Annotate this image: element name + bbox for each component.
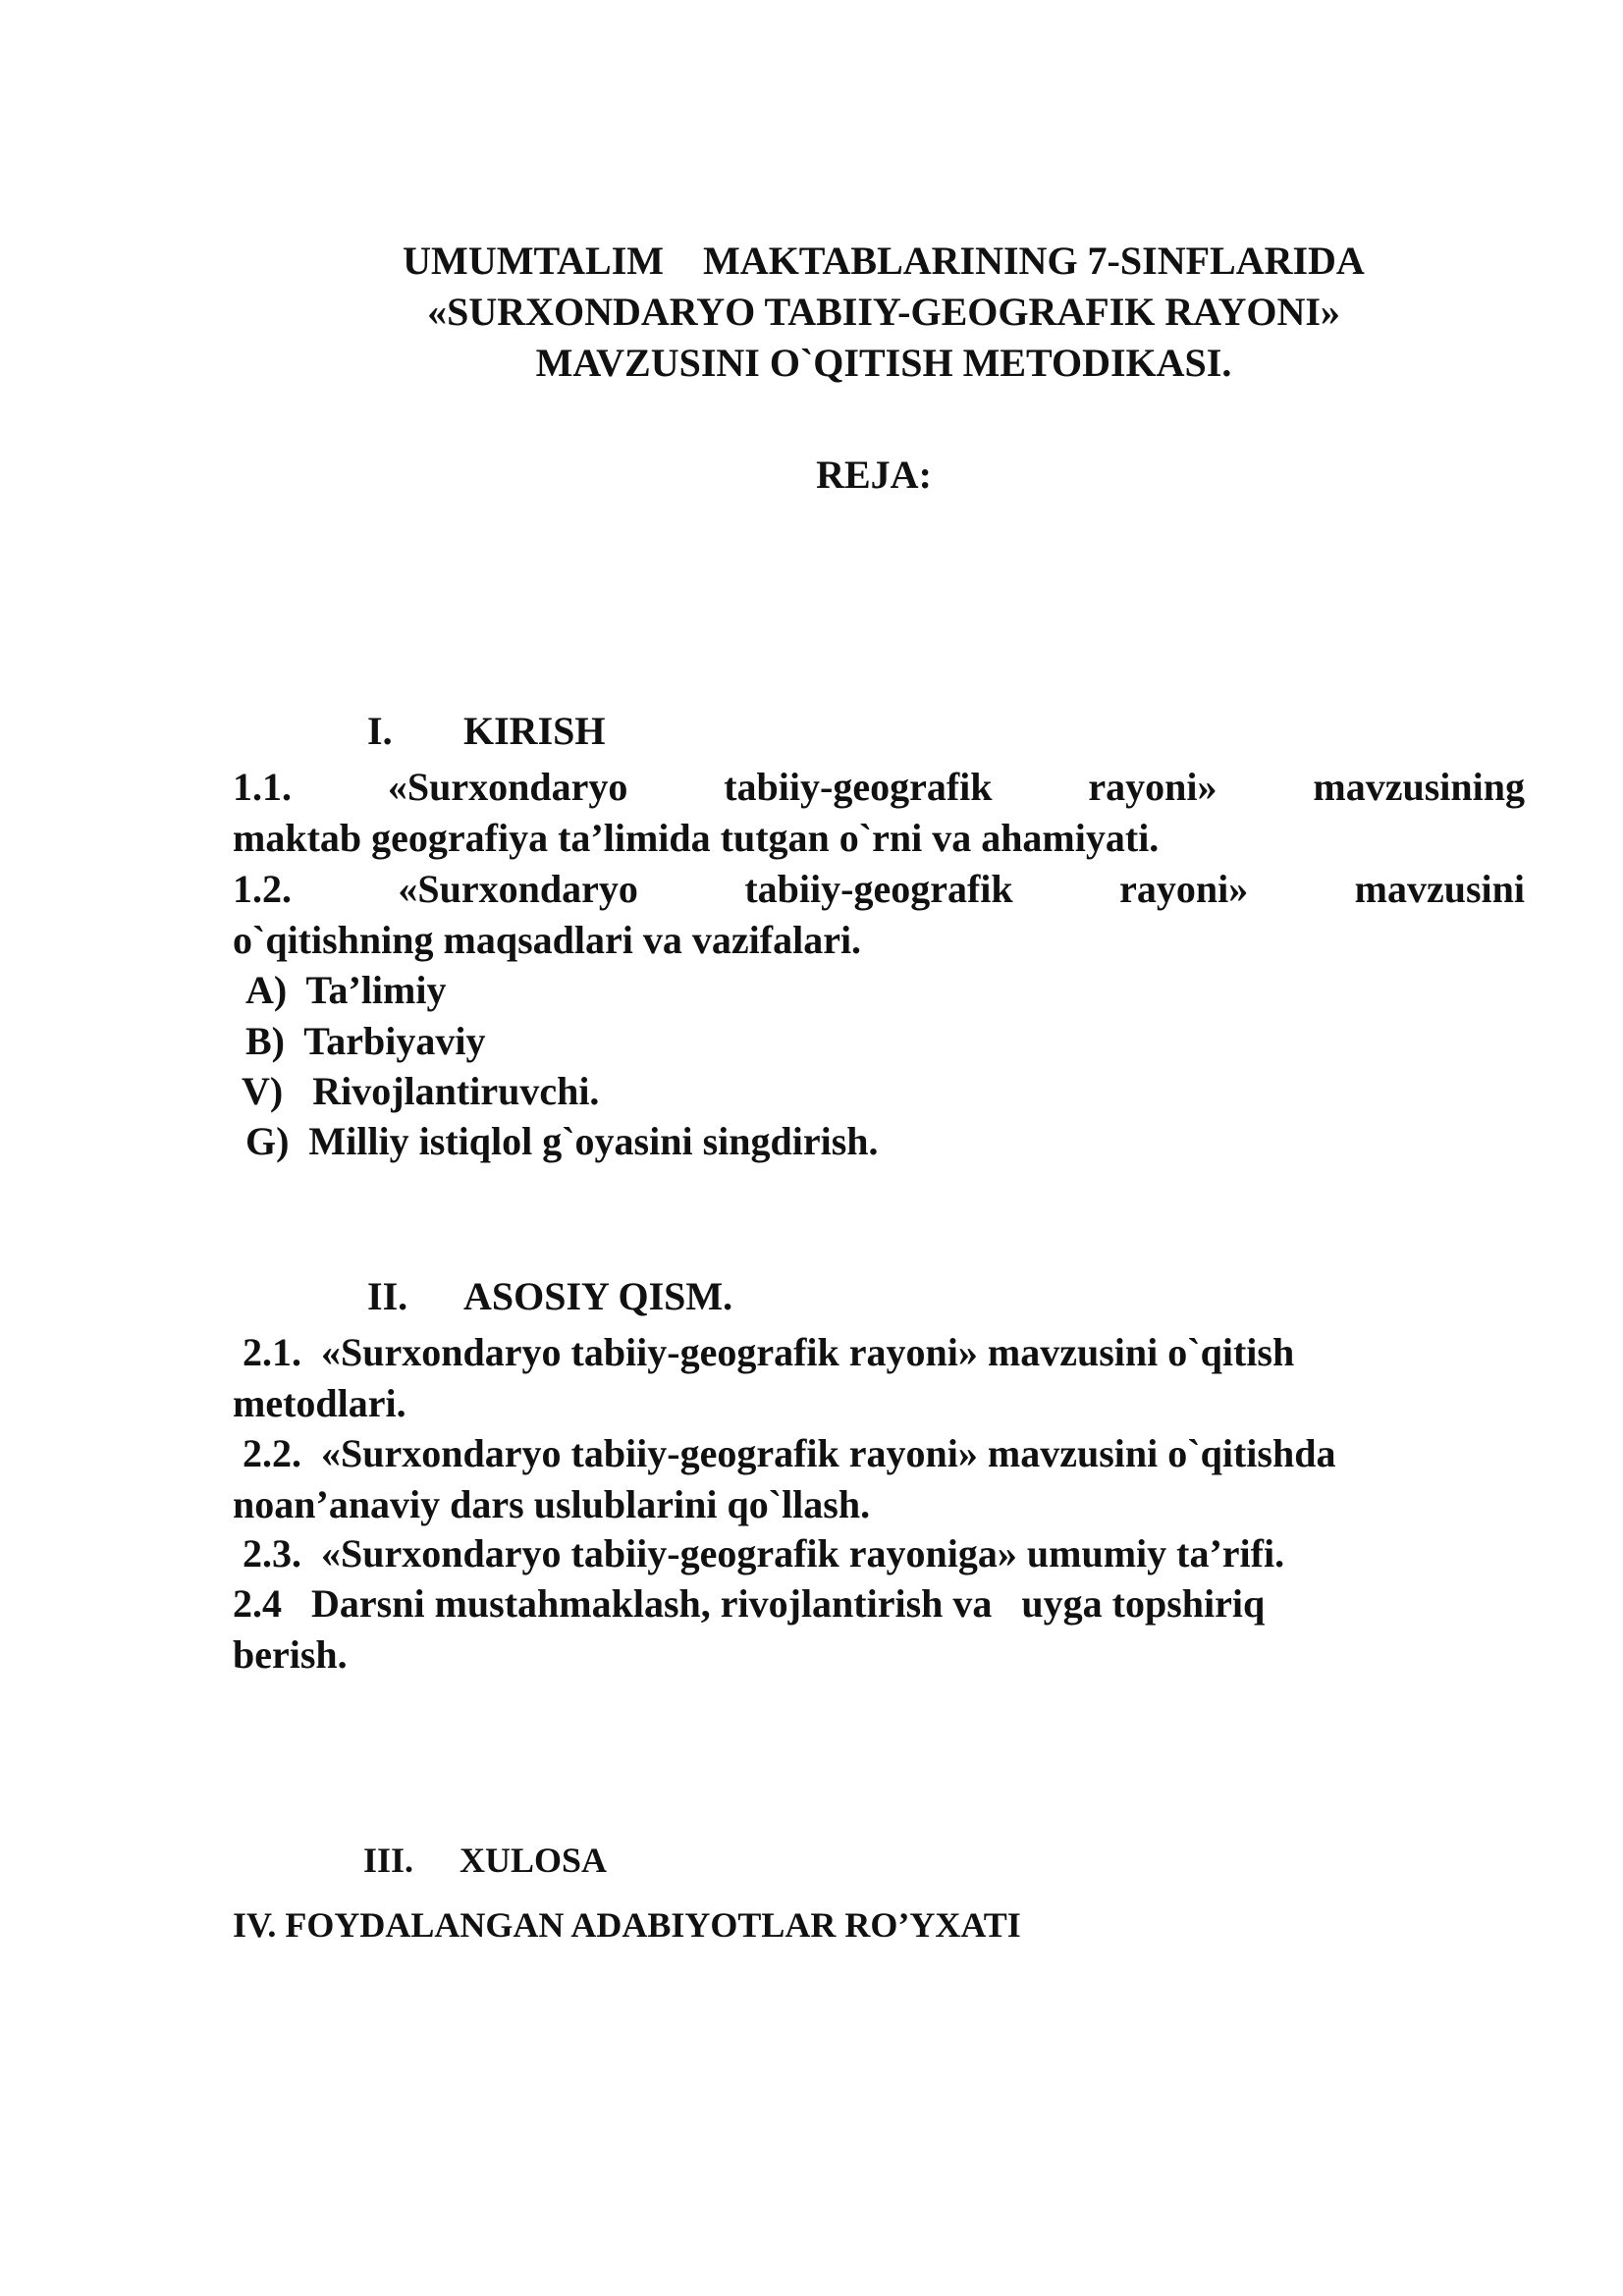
item-2-1-line-1: 2.1. «Surxondaryo tabiiy-geografik rayoni» mavzusini o`qitish	[233, 1330, 1295, 1374]
section-2-item-4	[233, 1578, 1525, 1681]
subitem-g: G) Milliy istiqlol g`oyasini singdirish.	[245, 1119, 879, 1163]
section-2-item-1	[233, 1327, 1525, 1429]
item-2-2-line-1: 2.2. «Surxondaryo tabiiy-geografik rayoni» mavzusini o`qitishda	[233, 1431, 1336, 1475]
section-2-label: ASOSIY QISM.	[463, 1274, 733, 1318]
item-1-1-line-2: maktab geografiya ta’limida tutgan o`rni va ahamiyati.	[233, 816, 1160, 860]
section-1-item-2	[233, 864, 1525, 966]
subitem-a: A) Ta’limiy	[245, 968, 447, 1012]
item-2-3-line-1: 2.3. «Surxondaryo tabiiy-geografik rayoniga» umumiy ta’rifi.	[233, 1531, 1285, 1575]
title-line-2: «SURXONDARYO TABIIY-GEOGRAFIK RAYONI»	[427, 290, 1340, 334]
section-4-heading: IV. FOYDALANGAN ADABIYOTLAR RO’YXATI	[233, 1905, 1021, 1945]
title-line-3: MAVZUSINI O`QITISH METODIKASI.	[535, 341, 1232, 385]
item-1-2-line-2: o`qitishning maqsadlari va vazifalari.	[233, 918, 862, 962]
item-2-4-line-1: 2.4 Darsni mustahmaklash, rivojlantirish va uyga topshiriq	[233, 1581, 1266, 1626]
item-1-2-line-1: 1.2. «Surxondaryo tabiiy-geografik rayoni» mavzusini	[233, 867, 1525, 911]
item-2-4-line-2: berish.	[233, 1632, 348, 1677]
plan-heading: REJA:	[816, 453, 932, 497]
section-1-number: I.	[367, 709, 393, 753]
section-1-label: KIRISH	[463, 709, 606, 753]
subitem-v: V) Rivojlantiruvchi.	[242, 1069, 600, 1113]
subitem-b: B) Tarbiyaviy	[245, 1019, 486, 1063]
section-2-number: II.	[367, 1274, 408, 1318]
section-3-number: III.	[363, 1841, 414, 1880]
section-2-item-2	[233, 1428, 1525, 1530]
item-2-1-line-2: metodlari.	[233, 1381, 406, 1425]
section-3-label: XULOSA	[460, 1841, 608, 1880]
item-1-1-line-1: 1.1. «Surxondaryo tabiiy-geografik rayoni» mavzusining	[233, 765, 1525, 809]
item-2-2-line-2: noan’anaviy dars uslublarini qo`llash.	[233, 1482, 871, 1526]
title-line-1: UMUMTALIM MAKTABLARINING 7-SINFLARIDA	[403, 239, 1365, 283]
document-title	[236, 236, 1532, 389]
section-1-item-1	[233, 762, 1525, 864]
section-2-item-3	[233, 1528, 1525, 1579]
